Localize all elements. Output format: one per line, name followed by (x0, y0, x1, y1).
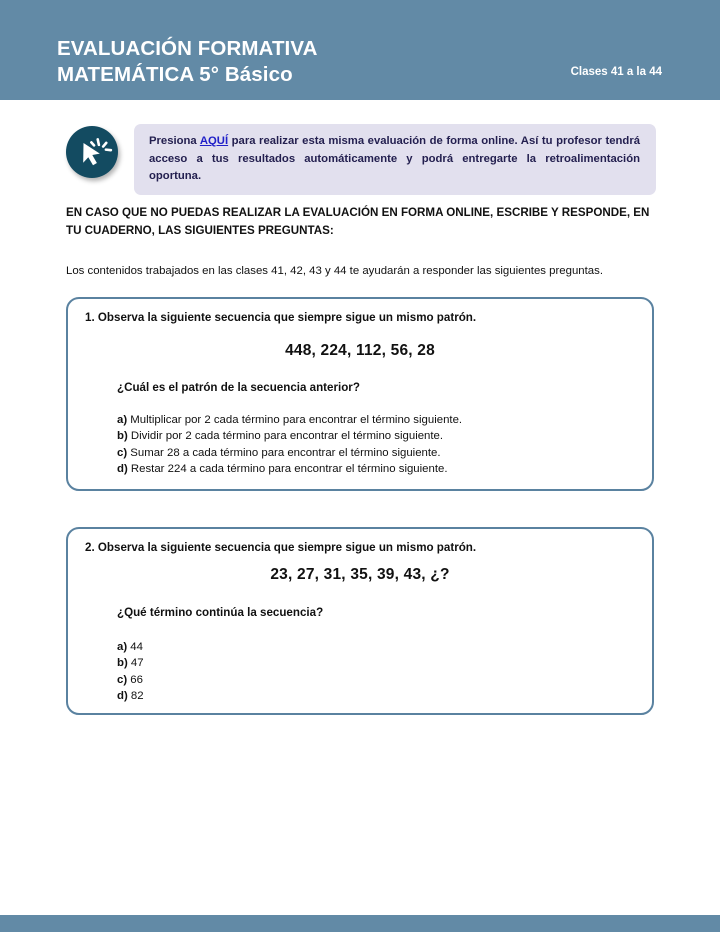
header-titles (57, 36, 662, 88)
question-1-option-a[interactable] (117, 412, 462, 428)
question-2-prompt: ¿Qué término continúa la secuencia? (117, 606, 324, 619)
question-box-2 (66, 527, 654, 715)
question-1-option-c[interactable] (117, 445, 462, 461)
online-notice-text (149, 133, 640, 186)
question-1-prompt: ¿Cuál es el patrón de la secuencia anterior? (117, 381, 360, 394)
notice-text-before-link: Presiona (149, 135, 200, 147)
header-title-primary: EVALUACIÓN FORMATIVA (57, 37, 318, 60)
notice-text-after-link: para realizar esta misma evaluación de forma online. Así tu profesor tendrá acceso a tus resultados automáticamente y podrá entregarte la retroalimentación oportuna. (149, 135, 640, 182)
option-text: Sumar 28 a cada término para encontrar el término siguiente. (127, 446, 441, 459)
question-2-sequence: 23, 27, 31, 35, 39, 43, ¿? (270, 566, 450, 583)
aqui-link[interactable]: AQUÍ (199, 135, 229, 147)
click-cursor-icon (66, 126, 118, 178)
option-text: 47 (127, 657, 144, 670)
question-1-options (117, 412, 462, 478)
online-notice-box (134, 124, 656, 195)
option-letter: a) (117, 414, 128, 426)
question-box-1 (66, 297, 654, 491)
page-header (0, 0, 720, 100)
question-1-stem: 1. Observa la siguiente secuencia que siempre sigue un mismo patrón. (85, 311, 477, 324)
option-letter: d) (117, 690, 128, 703)
instructions-intro-text: Los contenidos trabajados en las clases 41, 42, 43 y 44 te ayudarán a responder las siguientes preguntas. (66, 265, 603, 277)
question-1-option-b[interactable] (117, 428, 462, 444)
option-text: 66 (127, 673, 143, 686)
question-2-option-a[interactable] (117, 639, 144, 655)
page-footer (0, 915, 720, 932)
option-letter: c) (117, 446, 128, 459)
option-letter: d) (117, 463, 128, 476)
option-text: 82 (127, 690, 144, 703)
option-letter: a) (117, 641, 128, 653)
question-2-options (117, 639, 144, 705)
option-text: Multiplicar por 2 cada término para encontrar el término siguiente. (127, 414, 463, 426)
instructions-bold-text: EN CASO QUE NO PUEDAS REALIZAR LA EVALUACIÓN EN FORMA ONLINE, ESCRIBE Y RESPONDE, EN TU CUADERNO, LAS SIGUIENTES PREGUNTAS: (66, 206, 650, 237)
question-1-sequence: 448, 224, 112, 56, 28 (285, 342, 435, 359)
option-text: 44 (127, 641, 143, 653)
question-2-option-c[interactable] (117, 672, 144, 688)
question-2-stem: 2. Observa la siguiente secuencia que siempre sigue un mismo patrón. (85, 541, 477, 554)
header-title-secondary: MATEMÁTICA 5° Básico (57, 63, 293, 86)
option-letter: b) (117, 430, 128, 443)
header-classes-label: Clases 41 a la 44 (570, 66, 662, 78)
option-letter: c) (117, 673, 128, 686)
question-1-option-d[interactable] (117, 461, 462, 477)
question-2-option-d[interactable] (117, 688, 144, 704)
option-text: Dividir por 2 cada término para encontrar el término siguiente. (127, 430, 444, 443)
option-text: Restar 224 a cada término para encontrar el término siguiente. (127, 463, 448, 476)
option-letter: b) (117, 657, 128, 670)
question-2-option-b[interactable] (117, 655, 144, 671)
online-notice (66, 124, 656, 188)
